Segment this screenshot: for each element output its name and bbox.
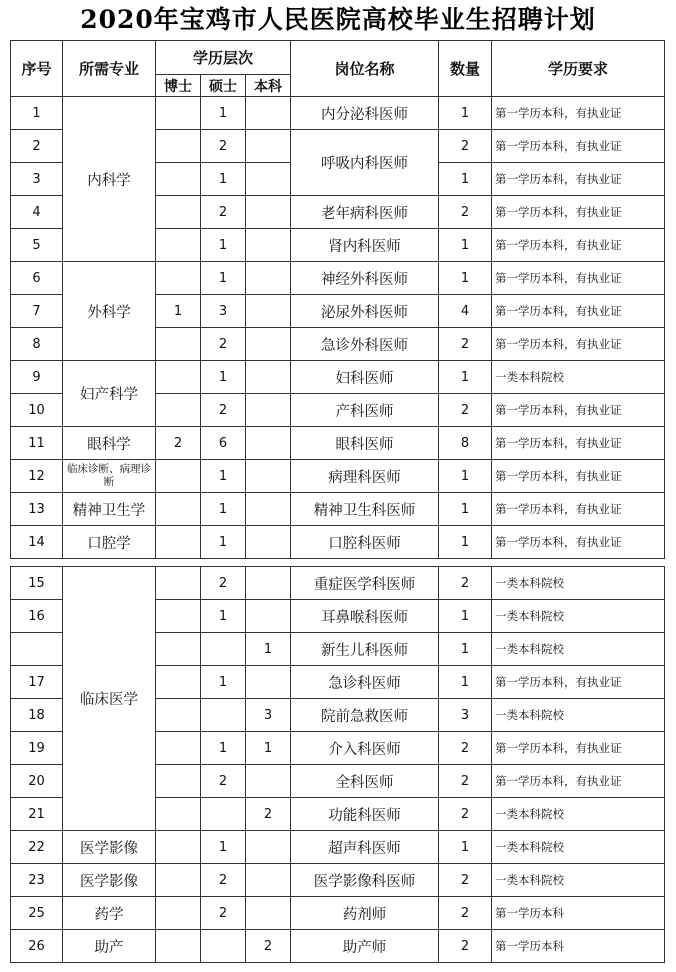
major-cell: 药学 bbox=[63, 897, 156, 930]
requirement-cell: 第一学历本科，有执业证 bbox=[492, 493, 665, 526]
count-cell: 2 bbox=[439, 328, 492, 361]
count-cell: 2 bbox=[439, 798, 492, 831]
master-cell: 1 bbox=[201, 460, 246, 493]
position-cell: 内分泌科医师 bbox=[291, 97, 439, 130]
position-cell: 老年病科医师 bbox=[291, 196, 439, 229]
seq-cell: 21 bbox=[11, 798, 63, 831]
master-cell: 1 bbox=[201, 229, 246, 262]
seq-cell: 25 bbox=[11, 897, 63, 930]
position-cell: 妇科医师 bbox=[291, 361, 439, 394]
requirement-cell: 一类本科院校 bbox=[492, 864, 665, 897]
recruitment-table-part1 bbox=[10, 40, 665, 559]
position-cell: 功能科医师 bbox=[291, 798, 439, 831]
requirement-cell: 第一学历本科，有执业证 bbox=[492, 97, 665, 130]
position-cell: 介入科医师 bbox=[291, 732, 439, 765]
table-row bbox=[11, 831, 665, 864]
seq-cell: 7 bbox=[11, 295, 63, 328]
count-cell: 1 bbox=[439, 361, 492, 394]
header-requirement: 学历要求 bbox=[492, 41, 665, 97]
master-cell: 1 bbox=[201, 526, 246, 559]
phd-cell bbox=[156, 460, 201, 493]
phd-cell bbox=[156, 666, 201, 699]
bachelor-cell bbox=[246, 196, 291, 229]
count-cell: 1 bbox=[439, 229, 492, 262]
requirement-cell: 一类本科院校 bbox=[492, 567, 665, 600]
count-cell: 3 bbox=[439, 699, 492, 732]
requirement-cell: 第一学历本科，有执业证 bbox=[492, 394, 665, 427]
requirement-cell: 第一学历本科，有执业证 bbox=[492, 765, 665, 798]
master-cell: 2 bbox=[201, 130, 246, 163]
count-cell: 2 bbox=[439, 567, 492, 600]
bachelor-cell bbox=[246, 97, 291, 130]
phd-cell bbox=[156, 600, 201, 633]
count-cell: 2 bbox=[439, 765, 492, 798]
position-cell: 精神卫生科医师 bbox=[291, 493, 439, 526]
requirement-cell: 第一学历本科，有执业证 bbox=[492, 229, 665, 262]
count-cell: 1 bbox=[439, 493, 492, 526]
table-row bbox=[11, 460, 665, 493]
count-cell: 2 bbox=[439, 864, 492, 897]
seq-cell: 15 bbox=[11, 567, 63, 600]
requirement-cell: 第一学历本科，有执业证 bbox=[492, 666, 665, 699]
master-cell bbox=[201, 930, 246, 963]
position-cell: 眼科医师 bbox=[291, 427, 439, 460]
table-row bbox=[11, 427, 665, 460]
major-cell: 助产 bbox=[63, 930, 156, 963]
master-cell: 1 bbox=[201, 262, 246, 295]
header-degree-group: 学历层次 bbox=[156, 41, 291, 75]
position-cell: 神经外科医师 bbox=[291, 262, 439, 295]
count-cell: 1 bbox=[439, 460, 492, 493]
master-cell bbox=[201, 633, 246, 666]
major-cell: 医学影像 bbox=[63, 864, 156, 897]
phd-cell bbox=[156, 567, 201, 600]
master-cell: 1 bbox=[201, 732, 246, 765]
phd-cell bbox=[156, 361, 201, 394]
count-cell: 1 bbox=[439, 262, 492, 295]
requirement-cell: 第一学历本科，有执业证 bbox=[492, 130, 665, 163]
phd-cell bbox=[156, 229, 201, 262]
seq-cell: 13 bbox=[11, 493, 63, 526]
position-cell: 呼吸内科医师 bbox=[291, 130, 439, 196]
count-cell: 2 bbox=[439, 732, 492, 765]
count-cell: 1 bbox=[439, 666, 492, 699]
master-cell: 6 bbox=[201, 427, 246, 460]
header-master: 硕士 bbox=[201, 75, 246, 97]
position-cell: 新生儿科医师 bbox=[291, 633, 439, 666]
seq-cell: 8 bbox=[11, 328, 63, 361]
master-cell bbox=[201, 798, 246, 831]
count-cell: 2 bbox=[439, 897, 492, 930]
master-cell: 2 bbox=[201, 394, 246, 427]
bachelor-cell bbox=[246, 460, 291, 493]
seq-cell: 1 bbox=[11, 97, 63, 130]
bachelor-cell bbox=[246, 427, 291, 460]
phd-cell bbox=[156, 130, 201, 163]
master-cell: 1 bbox=[201, 163, 246, 196]
count-cell: 2 bbox=[439, 130, 492, 163]
phd-cell bbox=[156, 864, 201, 897]
phd-cell: 2 bbox=[156, 427, 201, 460]
requirement-cell: 第一学历本科，有执业证 bbox=[492, 163, 665, 196]
major-cell: 口腔学 bbox=[63, 526, 156, 559]
major-cell: 眼科学 bbox=[63, 427, 156, 460]
master-cell: 2 bbox=[201, 897, 246, 930]
count-cell: 8 bbox=[439, 427, 492, 460]
phd-cell bbox=[156, 262, 201, 295]
requirement-cell: 第一学历本科，有执业证 bbox=[492, 526, 665, 559]
bachelor-cell bbox=[246, 600, 291, 633]
seq-cell: 10 bbox=[11, 394, 63, 427]
requirement-cell: 一类本科院校 bbox=[492, 699, 665, 732]
bachelor-cell: 1 bbox=[246, 633, 291, 666]
bachelor-cell: 2 bbox=[246, 798, 291, 831]
phd-cell bbox=[156, 97, 201, 130]
header-major: 所需专业 bbox=[63, 41, 156, 97]
requirement-cell: 第一学历本科，有执业证 bbox=[492, 460, 665, 493]
position-cell: 产科医师 bbox=[291, 394, 439, 427]
requirement-cell: 第一学历本科，有执业证 bbox=[492, 196, 665, 229]
master-cell: 2 bbox=[201, 864, 246, 897]
header-count: 数量 bbox=[439, 41, 492, 97]
bachelor-cell bbox=[246, 328, 291, 361]
header-position: 岗位名称 bbox=[291, 41, 439, 97]
bachelor-cell: 2 bbox=[246, 930, 291, 963]
requirement-cell: 一类本科院校 bbox=[492, 600, 665, 633]
count-cell: 1 bbox=[439, 526, 492, 559]
seq-cell: 6 bbox=[11, 262, 63, 295]
phd-cell bbox=[156, 798, 201, 831]
document-title: 2020年宝鸡市人民医院高校毕业生招聘计划 bbox=[80, 5, 596, 34]
header-bachelor: 本科 bbox=[246, 75, 291, 97]
phd-cell bbox=[156, 699, 201, 732]
master-cell: 1 bbox=[201, 493, 246, 526]
table-row bbox=[11, 897, 665, 930]
position-cell: 口腔科医师 bbox=[291, 526, 439, 559]
bachelor-cell: 1 bbox=[246, 732, 291, 765]
phd-cell bbox=[156, 732, 201, 765]
bachelor-cell bbox=[246, 229, 291, 262]
bachelor-cell bbox=[246, 526, 291, 559]
phd-cell bbox=[156, 930, 201, 963]
seq-cell: 26 bbox=[11, 930, 63, 963]
position-cell: 泌尿外科医师 bbox=[291, 295, 439, 328]
master-cell: 2 bbox=[201, 765, 246, 798]
phd-cell bbox=[156, 831, 201, 864]
seq-cell: 5 bbox=[11, 229, 63, 262]
requirement-cell: 第一学历本科 bbox=[492, 897, 665, 930]
seq-cell: 23 bbox=[11, 864, 63, 897]
master-cell: 2 bbox=[201, 196, 246, 229]
master-cell: 3 bbox=[201, 295, 246, 328]
count-cell: 1 bbox=[439, 633, 492, 666]
seq-cell: 16 bbox=[11, 600, 63, 633]
requirement-cell: 一类本科院校 bbox=[492, 831, 665, 864]
requirement-cell: 一类本科院校 bbox=[492, 798, 665, 831]
bachelor-cell bbox=[246, 163, 291, 196]
count-cell: 2 bbox=[439, 930, 492, 963]
table-row bbox=[11, 361, 665, 394]
seq-cell: 3 bbox=[11, 163, 63, 196]
bachelor-cell: 3 bbox=[246, 699, 291, 732]
count-cell: 4 bbox=[439, 295, 492, 328]
master-cell: 2 bbox=[201, 328, 246, 361]
seq-cell bbox=[11, 633, 63, 666]
position-cell: 药剂师 bbox=[291, 897, 439, 930]
phd-cell bbox=[156, 196, 201, 229]
position-cell: 医学影像科医师 bbox=[291, 864, 439, 897]
requirement-cell: 第一学历本科，有执业证 bbox=[492, 427, 665, 460]
phd-cell bbox=[156, 163, 201, 196]
seq-cell: 17 bbox=[11, 666, 63, 699]
phd-cell bbox=[156, 394, 201, 427]
bachelor-cell bbox=[246, 831, 291, 864]
count-cell: 1 bbox=[439, 97, 492, 130]
bachelor-cell bbox=[246, 897, 291, 930]
count-cell: 1 bbox=[439, 163, 492, 196]
master-cell: 1 bbox=[201, 831, 246, 864]
requirement-cell: 第一学历本科，有执业证 bbox=[492, 732, 665, 765]
major-cell: 外科学 bbox=[63, 262, 156, 361]
master-cell: 1 bbox=[201, 666, 246, 699]
major-cell: 内科学 bbox=[63, 97, 156, 262]
header-seq: 序号 bbox=[11, 41, 63, 97]
phd-cell bbox=[156, 765, 201, 798]
position-cell: 肾内科医师 bbox=[291, 229, 439, 262]
requirement-cell: 第一学历本科 bbox=[492, 930, 665, 963]
seq-cell: 2 bbox=[11, 130, 63, 163]
seq-cell: 18 bbox=[11, 699, 63, 732]
table-row bbox=[11, 493, 665, 526]
requirement-cell: 第一学历本科，有执业证 bbox=[492, 262, 665, 295]
master-cell: 1 bbox=[201, 361, 246, 394]
phd-cell: 1 bbox=[156, 295, 201, 328]
count-cell: 2 bbox=[439, 196, 492, 229]
major-cell: 精神卫生学 bbox=[63, 493, 156, 526]
position-cell: 耳鼻喉科医师 bbox=[291, 600, 439, 633]
seq-cell: 20 bbox=[11, 765, 63, 798]
phd-cell bbox=[156, 493, 201, 526]
bachelor-cell bbox=[246, 394, 291, 427]
phd-cell bbox=[156, 328, 201, 361]
bachelor-cell bbox=[246, 262, 291, 295]
seq-cell: 11 bbox=[11, 427, 63, 460]
table-row bbox=[11, 97, 665, 130]
major-cell: 临床医学 bbox=[63, 567, 156, 831]
bachelor-cell bbox=[246, 567, 291, 600]
major-cell: 妇产科学 bbox=[63, 361, 156, 427]
major-cell: 临床诊断、病理诊断 bbox=[63, 460, 156, 493]
master-cell bbox=[201, 699, 246, 732]
table-row bbox=[11, 567, 665, 600]
bachelor-cell bbox=[246, 493, 291, 526]
phd-cell bbox=[156, 633, 201, 666]
bachelor-cell bbox=[246, 765, 291, 798]
position-cell: 重症医学科医师 bbox=[291, 567, 439, 600]
master-cell: 1 bbox=[201, 600, 246, 633]
table-row bbox=[11, 864, 665, 897]
position-cell: 急诊科医师 bbox=[291, 666, 439, 699]
seq-cell: 19 bbox=[11, 732, 63, 765]
seq-cell: 9 bbox=[11, 361, 63, 394]
count-cell: 2 bbox=[439, 394, 492, 427]
seq-cell: 4 bbox=[11, 196, 63, 229]
bachelor-cell bbox=[246, 864, 291, 897]
header-phd: 博士 bbox=[156, 75, 201, 97]
bachelor-cell bbox=[246, 666, 291, 699]
table-row bbox=[11, 930, 665, 963]
position-cell: 院前急救医师 bbox=[291, 699, 439, 732]
bachelor-cell bbox=[246, 295, 291, 328]
requirement-cell: 一类本科院校 bbox=[492, 361, 665, 394]
bachelor-cell bbox=[246, 130, 291, 163]
phd-cell bbox=[156, 526, 201, 559]
position-cell: 全科医师 bbox=[291, 765, 439, 798]
seq-cell: 12 bbox=[11, 460, 63, 493]
phd-cell bbox=[156, 897, 201, 930]
position-cell: 助产师 bbox=[291, 930, 439, 963]
requirement-cell: 一类本科院校 bbox=[492, 633, 665, 666]
requirement-cell: 第一学历本科，有执业证 bbox=[492, 328, 665, 361]
position-cell: 超声科医师 bbox=[291, 831, 439, 864]
table-row bbox=[11, 262, 665, 295]
count-cell: 1 bbox=[439, 831, 492, 864]
major-cell: 医学影像 bbox=[63, 831, 156, 864]
count-cell: 1 bbox=[439, 600, 492, 633]
master-cell: 2 bbox=[201, 567, 246, 600]
table-row bbox=[11, 526, 665, 559]
master-cell: 1 bbox=[201, 97, 246, 130]
position-cell: 病理科医师 bbox=[291, 460, 439, 493]
position-cell: 急诊外科医师 bbox=[291, 328, 439, 361]
seq-cell: 22 bbox=[11, 831, 63, 864]
requirement-cell: 第一学历本科，有执业证 bbox=[492, 295, 665, 328]
seq-cell: 14 bbox=[11, 526, 63, 559]
recruitment-table-part2 bbox=[10, 566, 665, 963]
bachelor-cell bbox=[246, 361, 291, 394]
